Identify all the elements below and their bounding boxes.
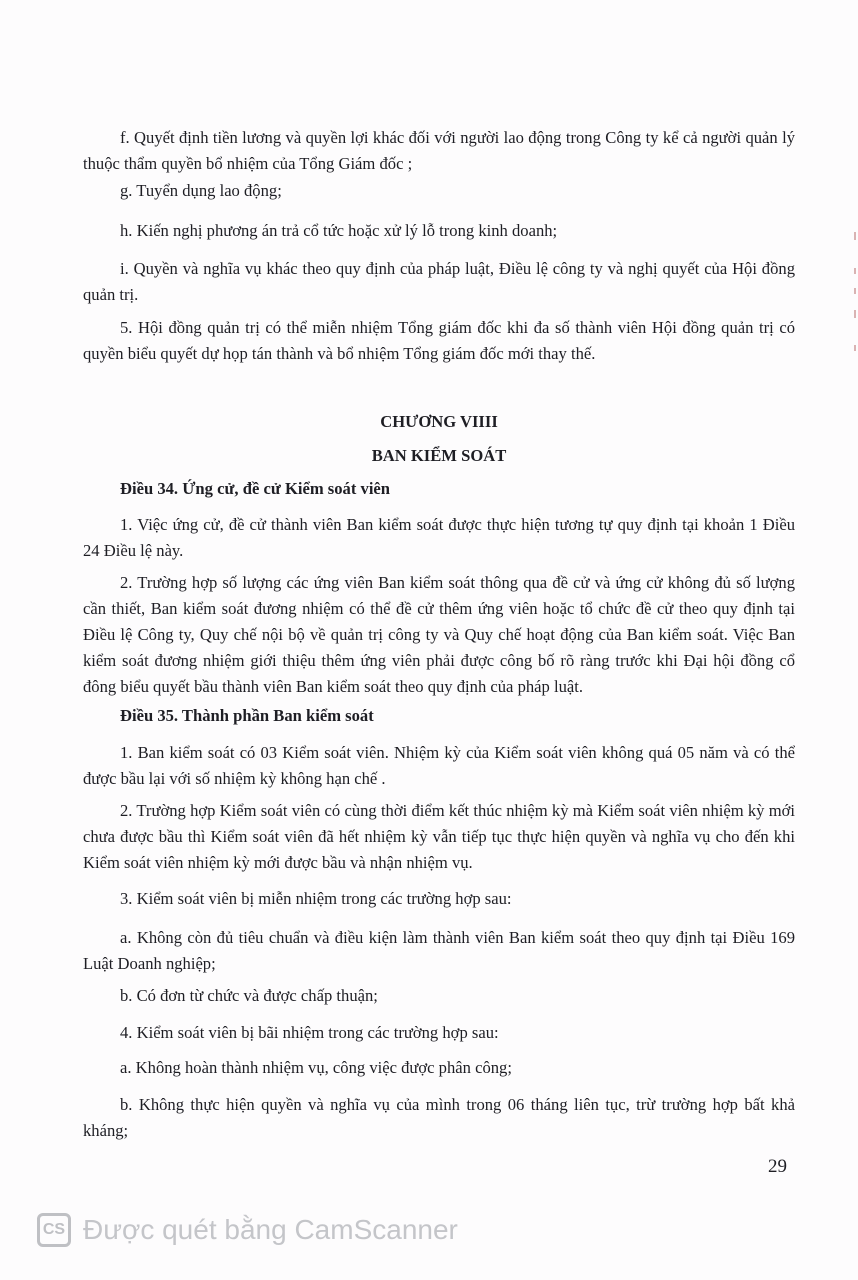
article-35-title: Điều 35. Thành phần Ban kiểm soát xyxy=(120,706,374,725)
item-h: h. Kiến nghị phương án trả cổ tức hoặc xử lý lỗ trong kinh doanh; xyxy=(120,221,558,240)
article-35-clause-3: 3. Kiểm soát viên bị miễn nhiệm trong các trường hợp sau: xyxy=(120,889,512,908)
watermark-text: Được quét bằng CamScanner xyxy=(83,1214,458,1245)
scan-edge-mark xyxy=(854,345,856,351)
item-i: i. Quyền và nghĩa vụ khác theo quy định của pháp luật, Điều lệ công ty và nghị quyết của Hội đồng quản trị. xyxy=(83,259,795,304)
chapter-title: BAN KIỂM SOÁT xyxy=(371,446,507,465)
article-34-title: Điều 34. Ứng cử, đề cử Kiểm soát viên xyxy=(120,479,391,498)
scan-edge-mark xyxy=(854,232,856,240)
article-35-clause-1: 1. Ban kiểm soát có 03 Kiểm soát viên. Nhiệm kỳ của Kiểm soát viên không quá 05 năm và có thể được bầu lại với số nhiệm kỳ không hạn chế . xyxy=(83,743,795,788)
scan-edge-mark xyxy=(854,310,856,318)
chapter-number: CHƯƠNG VIIII xyxy=(380,412,498,431)
article-35-clause-4b: b. Không thực hiện quyền và nghĩa vụ của mình trong 06 tháng liên tục, trừ trường hợp bất khả kháng; xyxy=(83,1095,795,1140)
item-f: f. Quyết định tiền lương và quyền lợi khác đối với người lao động trong Công ty kể cả người quản lý thuộc thẩm quyền bổ nhiệm của Tổng Giám đốc ; xyxy=(83,128,795,173)
item-g: g. Tuyển dụng lao động; xyxy=(120,181,282,200)
article-35-clause-3b: b. Có đơn từ chức và được chấp thuận; xyxy=(120,986,378,1005)
article-34-clause-1: 1. Việc ứng cử, đề cử thành viên Ban kiểm soát được thực hiện tương tự quy định tại khoản 1 Điều 24 Điều lệ này. xyxy=(83,515,795,560)
article-35-clause-2: 2. Trường hợp Kiểm soát viên có cùng thời điểm kết thúc nhiệm kỳ mà Kiểm soát viên nhiệm kỳ mới chưa được bầu thì Kiểm soát viên đã hết nhiệm kỳ vẫn tiếp tục thực hiện quyền và nghĩa vụ cho đến khi Kiểm soát viên nhiệm kỳ mới được bầu và nhận nhiệm vụ. xyxy=(83,801,795,872)
article-35-clause-4a: a. Không hoàn thành nhiệm vụ, công việc được phân công; xyxy=(120,1058,512,1077)
clause-5: 5. Hội đồng quản trị có thể miễn nhiệm Tổng giám đốc khi đa số thành viên Hội đồng quản trị có quyền biểu quyết dự họp tán thành và bổ nhiệm Tổng giám đốc mới thay thế. xyxy=(83,318,795,363)
scan-edge-mark xyxy=(854,288,856,294)
article-35-clause-3a: a. Không còn đủ tiêu chuẩn và điều kiện làm thành viên Ban kiểm soát theo quy định tại Điều 169 Luật Doanh nghiệp; xyxy=(83,928,795,973)
camscanner-watermark xyxy=(37,1210,458,1250)
scan-edge-mark xyxy=(854,268,856,274)
page-number: 29 xyxy=(768,1156,787,1177)
article-34-clause-2: 2. Trường hợp số lượng các ứng viên Ban kiểm soát thông qua đề cử và ứng cử không đủ số lượng cần thiết, Ban kiểm soát đương nhiệm có thể đề cử thêm ứng viên hoặc tổ chức đề cử theo quy định tại Điều lệ Công ty, Quy chế nội bộ về quản trị công ty và Quy chế hoạt động của Ban kiểm soát. Việc Ban kiểm soát đương nhiệm giới thiệu thêm ứng viên phải được công bố rõ ràng trước khi Đại hội đồng cổ đông biểu quyết bầu thành viên Ban kiểm soát theo quy định của pháp luật. xyxy=(83,573,795,696)
camscanner-logo-icon: CS xyxy=(37,1213,71,1247)
article-35-clause-4: 4. Kiểm soát viên bị bãi nhiệm trong các trường hợp sau: xyxy=(120,1023,499,1042)
